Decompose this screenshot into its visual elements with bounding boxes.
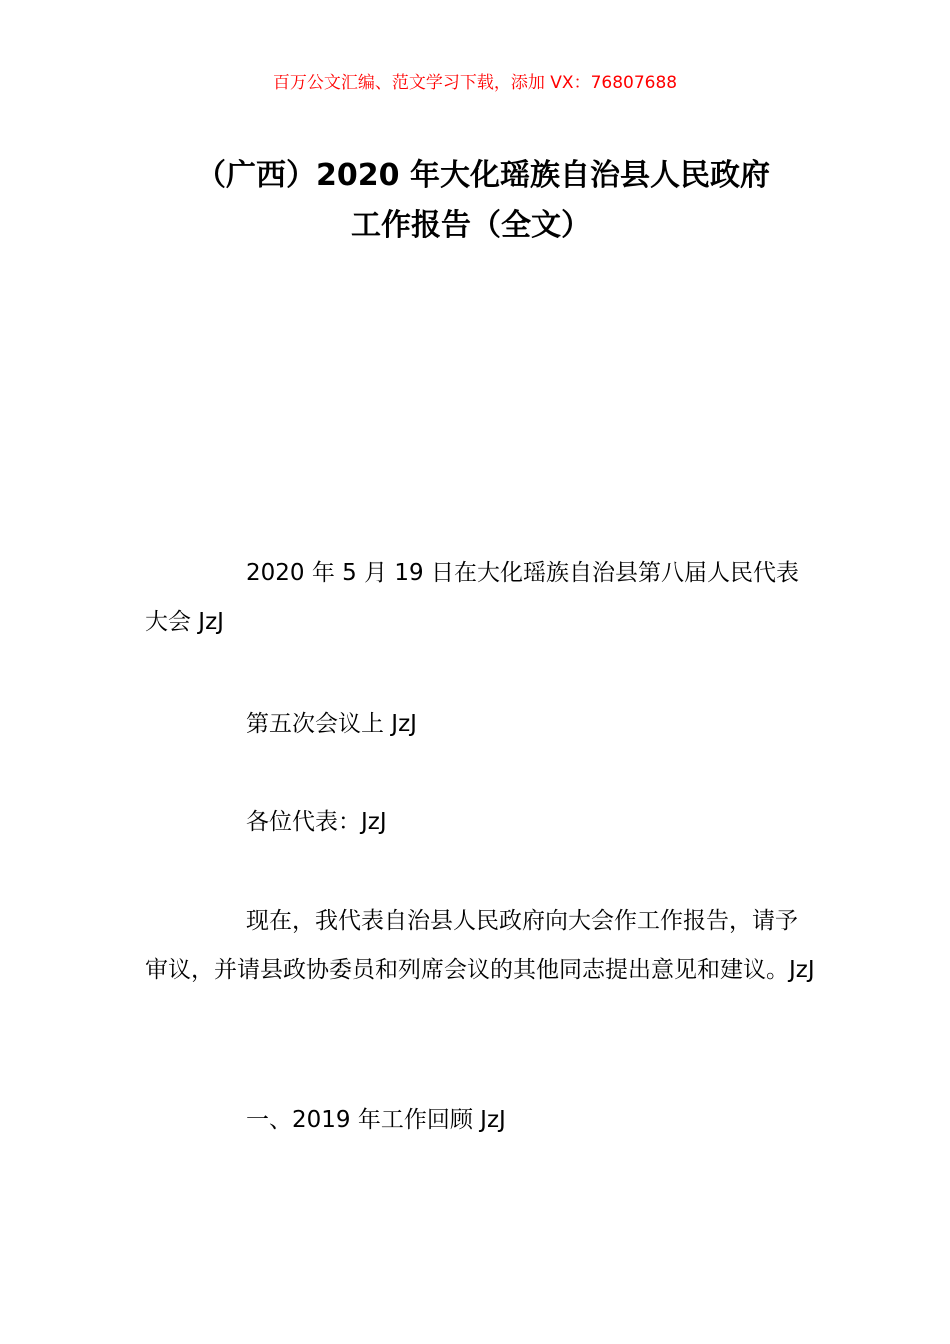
paragraph-date-meeting: 2020 年 5 月 19 日在大化瑶族自治县第八届人民代表大会 JzJ: [145, 560, 799, 635]
paragraph-session: 第五次会议上 JzJ: [246, 711, 417, 737]
paragraph-introduction: 现在，我代表自治县人民政府向大会作工作报告，请予审议，并请县政协委员和列席会议的其他同志提出意见和建议。JzJ: [145, 908, 815, 983]
paragraph-salutation: 各位代表：JzJ: [246, 809, 387, 835]
section-heading-review: 一、2019 年工作回顾 JzJ: [246, 1107, 506, 1133]
document-title-line-2: 工作报告（全文）: [351, 208, 591, 243]
document-title-line-1: （广西）2020 年大化瑶族自治县人民政府: [196, 158, 770, 193]
header-notice: 百万公文汇编、范文学习下载，添加 VX：76807688: [272, 73, 678, 93]
